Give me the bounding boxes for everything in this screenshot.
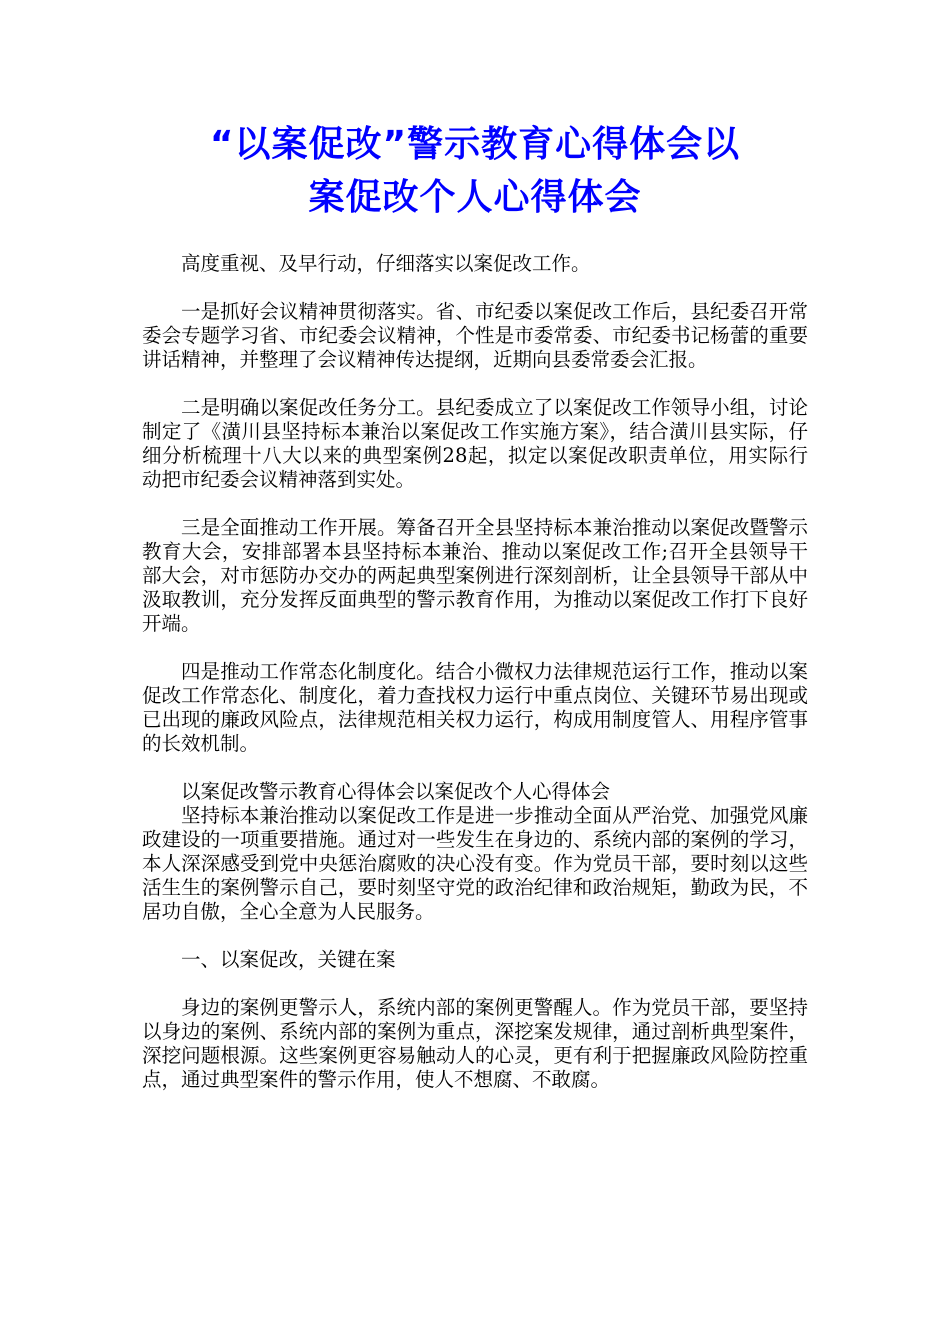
subheading-key-in-case: 一、以案促改，关键在案 [181,948,396,971]
document-title [142,118,808,224]
paragraph-point-one: 一是抓好会议精神贯彻落实。省、市纪委以案促改工作后，县纪委召开常委会专题学习省、市纪委会议精神，个性是市委常委、市纪委书记杨蕾的重要讲话精神，并整理了会议精神传达提纲，近期向县委常委会汇报。 [142,300,808,371]
paragraph-point-three: 三是全面推动工作开展。筹备召开全县坚持标本兼治推动以案促改暨警示教育大会，安排部署本县坚持标本兼治、推动以案促改工作;召开全县领导干部大会，对市惩防办交办的两起典型案例进行深刻剖析，让全县领导干部从中汲取教训，充分发挥反面典型的警示教育作用，为推动以案促改工作打下良好开端。 [142,516,808,635]
paragraph-intro: 高度重视、及早行动，仔细落实以案促改工作。 [181,252,591,275]
paragraph-reflection: 坚持标本兼治推动以案促改工作是进一步推动全面从严治党、加强党风廉政建设的一项重要措施。通过对一些发生在身边的、系统内部的案例的学习，本人深深感受到党中央惩治腐败的决心没有变。作为党员干部，要时刻以这些活生生的案例警示自己，要时刻坚守党的政治纪律和政治规矩，勤政为民，不居功自傲，全心全意为人民服务。 [142,804,808,923]
paragraph-cases: 身边的案例更警示人，系统内部的案例更警醒人。作为党员干部，要坚持以身边的案例、系统内部的案例为重点，深挖案发规律，通过剖析典型案件，深挖问题根源。这些案例更容易触动人的心灵，更有利于把握廉政风险防控重点，通过典型案件的警示作用，使人不想腐、不敢腐。 [142,996,808,1091]
paragraph-point-four: 四是推动工作常态化制度化。结合小微权力法律规范运行工作，推动以案促改工作常态化、制度化，着力查找权力运行中重点岗位、关键环节易出现或已出现的廉政风险点，法律规范相关权力运行，构成用制度管人、用程序管事的长效机制。 [142,660,808,755]
document-body [142,252,808,1092]
title-line-1: “以案促改”警示教育心得体会以 [209,124,741,165]
paragraph-point-two: 二是明确以案促改任务分工。县纪委成立了以案促改工作领导小组，讨论制定了《潢川县坚持标本兼治以案促改工作实施方案》，结合潢川县实际，仔细分析梳理十八大以来的典型案例28起，拟定以案促改职责单位，用实际行动把市纪委会议精神落到实处。 [142,396,808,491]
title-line-2: 案促改个人心得体会 [308,177,642,218]
section-heading: 以案促改警示教育心得体会以案促改个人心得体会 [181,780,611,803]
